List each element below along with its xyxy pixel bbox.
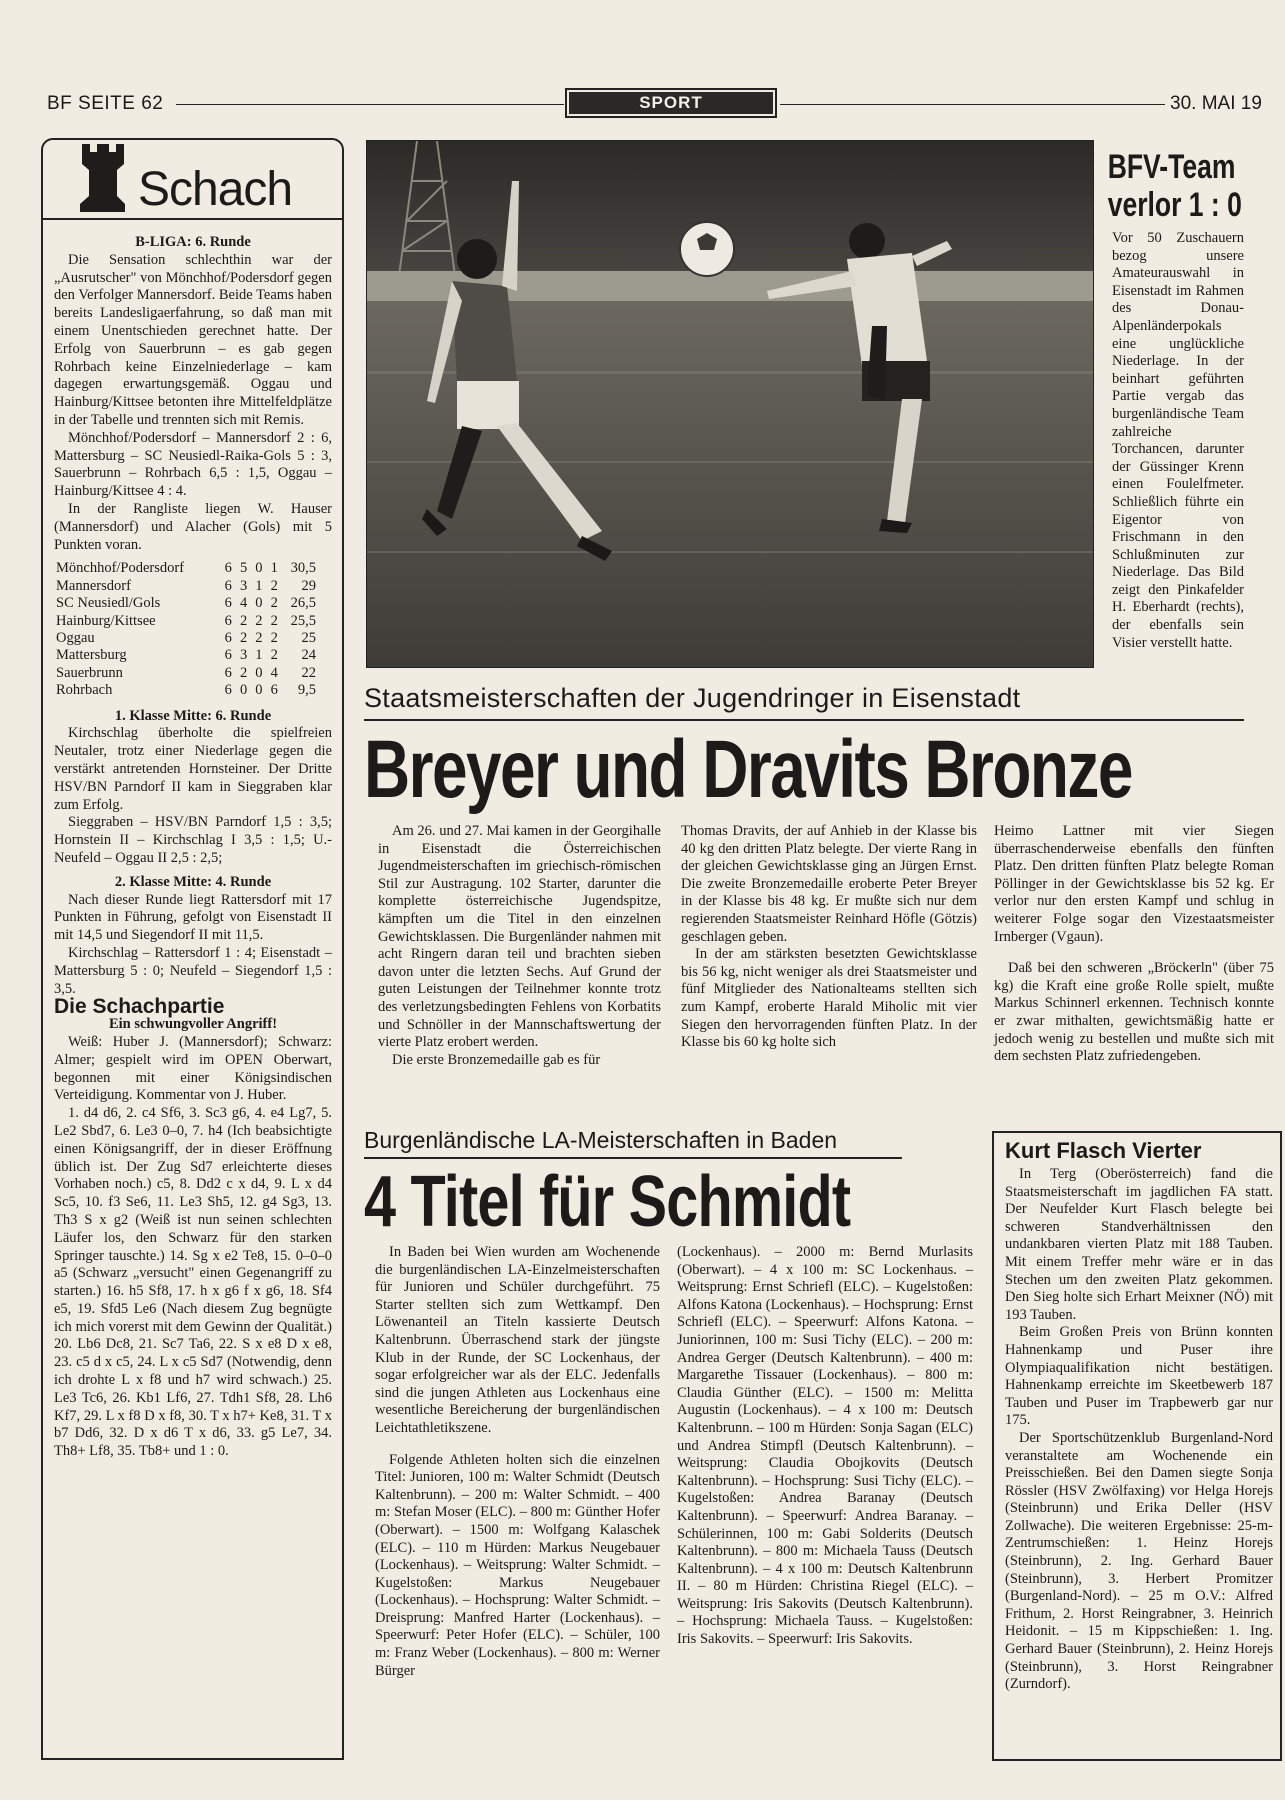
ranking-cell-pts: 9,5 [297, 682, 316, 699]
ranking-cell-d: 2 [255, 629, 263, 646]
ranking-cell-g: 6 [224, 682, 232, 699]
ranking-cell-g: 6 [224, 647, 232, 664]
klasse1-heading: 1. Klasse Mitte: 6. Runde [114, 707, 272, 724]
article2-col1-text: In Baden bei Wien wurden am Wochenende die burgenländischen LA-Einzelmeisterschaften für Junioren und Schüler durchgeführt. 75 Starter stellten sich zum Wettkampf. Den Löwenanteil an Titeln kassierte Deutsch Kaltenbrunn. Überraschend stark der jüngste Klub in der Runde, der SC Lockenhaus, der sogar erfolgreicher war als der ELC. Jedenfalls sind die jungen Athleten aus Lockenhaus eine wesentliche Bereicherung der burgenländischen Leichtathletikszene. [375, 1244, 660, 1436]
article1-col2-text: Thomas Dravits, der auf Anhieb in der Klasse bis 40 kg den dritten Platz belegte. Der vierte Rang in der gleichen Gewichtsklasse ging an Jürgen Ernst. Die zweite Bronzemedaille eroberte Peter Breyer in der Klasse bis 48 kg. Er mußte sich nur dem regierenden Staatsmeister Reinhard Höfle (Götzis) geschlagen geben. [681, 823, 977, 945]
partie-moves: 1. d4 d6, 2. c4 Sf6, 3. Sc3 g6, 4. e4 Lg7, 5. Le2 Sbd7, 6. Le3 0–0, 7. h4 (Ich beabsichtigte einen Königsangriff, der in dieser Eröffnung üblich ist. Der Zug Sd7 erleichterte dieses Vorhaben noch.) c5, 8. Dd2 c x d4, 9. L x d4 Sc5, 10. f3 Se6, 11. Le3 Sh5, 12. g4 Sg3, 13. Th3 S x g2 (Weiß ist nun seinen schlechten Läufer los, den Schwarz für den starken Springer tauschte.) 14. Sg x e2 Te8, 15. 0–0–0 a5 (Schwarz „versucht" einen Gegenangriff zu starten.) 16. h5 Sf8, 17. h x g6 f x g6, 18. Sf4 e5, 19. Sfd5 Le6 (Nach diesem Zug begnügte ich mich vorerst mit dem Gewinn der Qualität.) 20. Lb6 Dc8, 21. Sc7 Ta6, 22. S x e8 D x e8, 23. c5 d x c5, 24. L x c5 Sd7 (Notwendig, denn ich drohte L x f8 und h7 wird schwach.) 25. Le3 Tc6, 26. Kb1 Lf6, 27. Tdh1 Sf8, 28. Lh6 Kf7, 29. L x f8 D x f8, 30. T x h7+ Ke8, 31. T x b7 Dd6, 32. D x d6 T x d6, 33. g5 Le7, 34. Th8+ Lf8, 35. Tb8+ und 1 : 0. [54, 1105, 332, 1460]
ranking-cell-l: 2 [270, 647, 278, 664]
flasch-body [1005, 1166, 1273, 1694]
ranking-cell-team: Mannersdorf [56, 577, 131, 594]
partie-intro: Weiß: Huber J. (Mannersdorf); Schwarz: Almer; gespielt wird im OPEN Oberwart, begonnen mit einer Königsindischen Verteidigung. Kommentar von J. Huber. [54, 1033, 332, 1104]
ranking-cell-g: 6 [224, 612, 232, 629]
section-label [565, 88, 777, 118]
schach-column [54, 234, 332, 1461]
ranking-cell-g: 6 [224, 560, 232, 577]
article1-col3-text: Heimo Lattner mit vier Siegen überraschenderweise ebenfalls den fünften Platz. Den dritten fünften Platz belegte Roman Pöllinger in der Gewichtsklasse bis 52 kg. Er verlor nur den ersten Kampf und schlug in weiterer Folge sogar den Vizestaatsmeister Irnberger (Vgaun). [994, 823, 1274, 945]
page-number: BF SEITE 62 [47, 93, 164, 114]
ranking-cell-g: 6 [224, 577, 232, 594]
article1-col1 [378, 823, 661, 1069]
table-row [56, 665, 316, 682]
article2-kicker: Burgenländische LA-Meisterschaften in Baden [364, 1127, 838, 1153]
ranking-cell-d: 0 [255, 664, 263, 681]
b-liga-results: Mönchhof/Podersdorf – Mannersdorf 2 : 6, Mattersburg – SC Neusiedl-Raika-Gols 5 : 3, Sauerbrunn – Rohrbach 6,5 : 1,5, Oggau – Hainburg/Kittsee 4 : 4. [54, 429, 332, 500]
ranking-cell-pts: 30,5 [290, 560, 316, 577]
ranking-cell-l: 1 [270, 560, 278, 577]
ranking-cell-d: 0 [255, 682, 263, 699]
table-row [56, 595, 316, 612]
ranking-cell-l: 2 [270, 612, 278, 629]
article1-col1-text: Am 26. und 27. Mai kamen in der Georgihalle in Eisenstadt die Österreichischen Jugendmeisterschaften im griechisch-römischen Stil zur Austragung. 102 Starter, darunter die komplette österreichische Jugendspitze, kämpften um die Titel in den einzelnen Gewichtsklassen. Die Burgenländer nahmen mit acht Ringern daran teil und brachten sieben davon unter die letzten Sechs. Auf Grund der guten Leistungen der Teilnehmer konnte trotz des verletzungsbedingten Fehlens von Korbatits und Schnöller in der Mannschaftswertung der vierte Platz erobert werden. [378, 823, 661, 1051]
ranking-cell-w: 3 [239, 647, 248, 664]
ranking-cell-team: Mönchhof/Podersdorf [56, 560, 185, 577]
ranking-cell-g: 6 [224, 629, 232, 646]
b-liga-heading: B-LIGA: 6. Runde [135, 234, 251, 250]
table-row [56, 682, 316, 699]
article1-col2-text-b: In der am stärksten besetzten Gewichtsklasse bis 56 kg, nicht weniger als drei Staatsmeister und fünf Mitglieder des Nationalteams stellten sich zum Kampf, eroberte Harald Miholic mit vier Siegen den hervorragenden fünften Platz. In der Klasse bis 60 kg holte sich [681, 946, 977, 1051]
article2-col2 [677, 1244, 973, 1649]
article1-rule [364, 719, 1244, 721]
table-row [56, 613, 316, 630]
ranking-cell-w: 0 [239, 682, 248, 699]
ranking-cell-d: 1 [255, 577, 263, 594]
article2-col1-text-b: Folgende Athleten holten sich die einzelnen Titel: Junioren, 100 m: Walter Schmidt (Deutsch Kaltenbrunn). – 200 m: Walter Schmidt. – 400 m: Stefan Moser (ELC). – 800 m: Günther Hofer (Oberwart). – 1500 m: Wolfgang Kalaschek (ELC). – 110 m Hürden: Markus Neugebauer (Lockenhaus). – Weitsprung: Walter Schmidt. – Kugelstoßen: Markus Neugebauer (Lockenhaus). – Hochsprung: Walter Schmidt. – Dreisprung: Manfred Harter (Lockenhaus). – Speerwurf: Peter Hofer (ELC). – Schüler, 100 m: Franz Weber (Lockenhaus). – 800 m: Werner Bürger [375, 1451, 660, 1679]
article1-kicker: Staatsmeisterschaften der Jugendringer in Eisenstadt [364, 683, 1021, 713]
ranking-cell-pts: 25 [301, 629, 316, 646]
ranking-cell-d: 1 [255, 647, 263, 664]
flasch-text-2: Beim Großen Preis von Brünn konnten Hahnenkamp und Puser ihre Olympiaqualifikation nicht bestätigen. Hahnenkamp erreichte im Skeetbewerb 187 Tauben und Puser im Trapbewerb gar nur 175. [1005, 1324, 1273, 1429]
section-label-text: SPORT [569, 92, 773, 114]
football-photo-illustration [367, 141, 1094, 668]
ranking-cell-g: 6 [224, 664, 232, 681]
klasse2-results: Kirchschlag – Rattersdorf 1 : 4; Eisenstadt – Mattersburg 5 : 0; Neufeld – Siegendorf 1,5 : 3,5. [54, 944, 332, 997]
b-liga-ranking: In der Rangliste liegen W. Hauser (Mannersdorf) und Alacher (Gols) mit 5 Punkten voran. [54, 500, 332, 553]
ranking-cell-d: 2 [255, 612, 263, 629]
article2-headline: 4 Titel für Schmidt [364, 1162, 851, 1242]
ranking-cell-l: 4 [270, 664, 278, 681]
ranking-cell-team: Oggau [56, 629, 95, 646]
table-row [56, 578, 316, 595]
bfv-text: Vor 50 Zuschauern bezog unsere Amateurauswahl in Eisenstadt im Rahmen des Donau-Alpenländerpokals eine unglückliche Niederlage. In der beinhart geführten Partie vergab das burgenländische Team zahlreiche Torchancen, darunter der Güssinger Krenn einen Foulelfmeter. Schließlich führte ein Eigentor von Frischmann in den Schlußminuten zur Niederlage. Das Bild zeigt den Pinkafelder H. Eberhardt (rechts), der ebenfalls sein Visier verstellt hatte. [1112, 230, 1244, 651]
ranking-cell-w: 4 [239, 595, 248, 612]
flasch-text-1: In Terg (Oberösterreich) fand die Staatsmeisterschaft im jagdlichen FA statt. Der Neufelder Kurt Flasch belegte bei schweren Standverhältnissen den undankbaren vierten Platz mit 188 Tauben. Mit einem Treffer mehr wäre er in das Stechen um den zweiten Platz gekommen. Den Sieg holte sich Erhart Meixner (NÖ) mit 193 Tauben. [1005, 1166, 1273, 1323]
table-row [56, 647, 316, 664]
ranking-cell-pts: 26,5 [290, 595, 316, 612]
partie-heading: Die Schachpartie [54, 995, 225, 1019]
ranking-cell-team: Hainburg/Kittsee [56, 612, 156, 629]
header-rule-left [176, 104, 564, 105]
table-row [56, 630, 316, 647]
ranking-cell-team: Rohrbach [56, 682, 113, 699]
ranking-cell-pts: 24 [301, 647, 316, 664]
article2-col1 [375, 1244, 660, 1680]
ranking-cell-team: Mattersburg [56, 647, 127, 664]
ranking-cell-d: 0 [255, 595, 263, 612]
ranking-cell-l: 2 [270, 629, 278, 646]
schach-title: Schach [138, 163, 293, 216]
ranking-cell-w: 2 [239, 612, 248, 629]
ranking-cell-w: 5 [239, 560, 248, 577]
article2-col2-text: (Lockenhaus). – 2000 m: Bernd Murlasits (Oberwart). – 4 x 100 m: SC Lockenhaus. – Weitsprung: Ernst Schriefl (ELC). – Kugelstoßen: Alfons Katona (Lockenhaus). – Hochsprung: Ernst Schriefl (ELC). – Speerwurf: Alfons Katona. – Juniorinnen, 100 m: Susi Tichy (ELC). – 200 m: Andrea Gerger (Deutsch Kaltenbrunn). – 400 m: Margarethe Tissauer (Lockenhaus). – 800 m: Claudia Günther (ELC). – 1500 m: Melitta Augustin (Lockenhaus). – 4 x 100 m: Deutsch Kaltenbrunn. – 100 m Hürden: Sonja Sagan (ELC) und Andrea Stimpfl (Deutsch Kaltenbrunn). – Weitsprung: Claudia Obojkovits (Deutsch Kaltenbrunn). – Hochsprung: Susi Tichy (ELC). – Kugelstoßen: Andrea Baranay (Deutsch Kaltenbrunn). – Speerwurf: Andrea Baranay. – Schülerinnen, 100 m: Gabi Solderits (Deutsch Kaltenbrunn). – 800 m: Michaela Tauss (Deutsch Kaltenbrunn). – 4 x 100 m: Deutsch Kaltenbrunn II. – 80 m Hürden: Christina Riegel (ELC). – Weitsprung: Iris Sakovits (Deutsch Kaltenbrunn). – Hochsprung: Michaela Tauss. – Kugelstoßen: Iris Sakovits. – Speerwurf: Iris Sakovits. [677, 1244, 973, 1648]
ranking-cell-w: 2 [239, 664, 248, 681]
klasse1-text: Kirchschlag überholte die spielfreien Neutaler, trotz einer Niederlage gegen die verstärkt antretenden Hornsteiner. Der Dritte HSV/BN Parndorf II kam in Sieggraben klar zum Erfolg. [54, 725, 332, 813]
article1-headline: Breyer und Dravits Bronze [364, 724, 1132, 815]
ranking-cell-l: 6 [270, 682, 278, 699]
klasse2-text: Nach dieser Runde liegt Rattersdorf mit 17 Punkten in Führung, gefolgt von Eisenstadt II mit 14,5 und Siegendorf II mit 11,5. [54, 891, 332, 944]
match-photo [366, 140, 1094, 668]
ranking-cell-pts: 25,5 [290, 612, 316, 629]
article1-col2 [681, 823, 977, 1052]
bfv-sidebar [1096, 140, 1246, 668]
ranking-cell-l: 2 [270, 595, 278, 612]
table-row [56, 560, 316, 577]
ranking-table [56, 560, 316, 699]
issue-date: 30. MAI 19 [1170, 93, 1262, 114]
article1-col3-text-b: Daß bei den schweren „Bröckerln" (über 75 kg) die Kraft eine große Rolle spielt, mußte Markus Schinnerl erkennen. Technisch konnte er zwar mithalten, gewichtsmäßig hatte er jedoch wenig zu bestellen und mußte sich mit dem sechsten Platz zufriedengeben. [994, 960, 1274, 1065]
header-rule-right [780, 104, 1165, 105]
b-liga-text: Die Sensation schlechthin war der „Ausrutscher" von Mönchhof/Podersdorf gegen den Verfolger Mannersdorf. Beide Teams haben bereits Landesligaerfahrung, so daß man mit einem Unentschieden gerechnet hatte. Der Erfolg von Sauerbrunn – es gab gegen Rohrbach keine Einzelniederlage – kam dagegen erwartungsgemäß. Oggau und Hainburg/Kittsee betonten ihre Mittelfeldplätze in der Tabelle und trennten sich mit Remis. [54, 251, 332, 428]
ranking-cell-pts: 22 [301, 664, 316, 681]
article2-rule [364, 1157, 902, 1159]
klasse1-results: Sieggraben – HSV/BN Parndorf 1,5 : 3,5; Hornstein II – Kirchschlag I 3,5 : 1,5; U.-Neufeld – Oggau II 2,5 : 2,5; [54, 814, 332, 866]
bfv-title-2: verlor 1 : 0 [1107, 186, 1242, 224]
ranking-cell-w: 2 [239, 629, 248, 646]
flasch-title: Kurt Flasch Vierter [1005, 1138, 1202, 1163]
flasch-text-3: Der Sportschützenklub Burgenland-Nord veranstaltete am Wochenende ein Preisschießen. Bei den Damen siegte Sonja Rössler (HSV Zwölfaxing) vor Helga Horejs (Steinbrunn) und Erika Deller (HSV Zollwache). Die weiteren Ergebnisse: 25-m-Zentrumschießen: 1. Heinz Horejs (Steinbrunn), 2. Ing. Gerhard Bauer (Steinbrunn), 3. Herbert Promitzer (Burgenland-Nord). – 25 m O.V.: Alfred Frithum, 2. Horst Reingrabner, 3. Heinrich Heidonit. – 15 m Kippschießen: 1. Ing. Gerhard Bauer (Steinbrunn), 2. Heinz Horejs (Steinbrunn), 3. Horst Reingrabner (Zurndorf). [1005, 1429, 1273, 1693]
ranking-cell-pts: 29 [301, 577, 316, 594]
ranking-cell-l: 2 [270, 577, 278, 594]
chess-rook-icon [72, 140, 134, 218]
bfv-title-1: BFV-Team [1107, 148, 1236, 186]
article1-col3 [994, 823, 1274, 1066]
ranking-cell-team: SC Neusiedl/Gols [56, 595, 161, 612]
klasse2-heading: 2. Klasse Mitte: 4. Runde [114, 873, 272, 890]
ranking-cell-team: Sauerbrunn [56, 664, 123, 681]
partie-subheading: Ein schwungvoller Angriff! [108, 1016, 278, 1033]
ranking-cell-w: 3 [239, 577, 248, 594]
article1-col1-text-b: Die erste Bronzemedaille gab es für [392, 1051, 601, 1068]
ranking-cell-d: 0 [255, 560, 263, 577]
ranking-cell-g: 6 [224, 595, 232, 612]
